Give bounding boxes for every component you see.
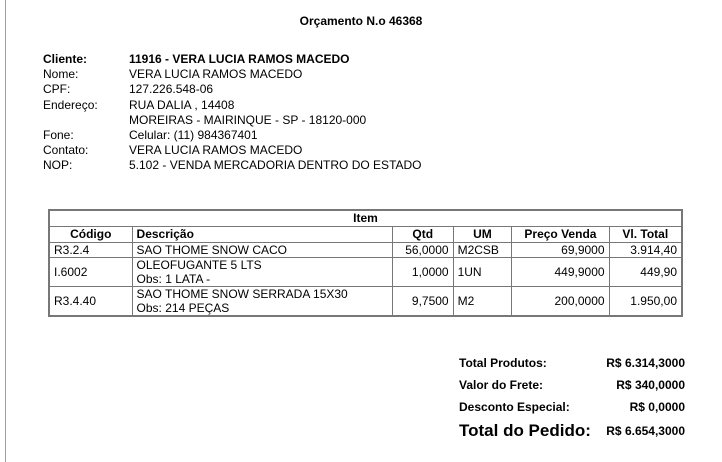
table-row [49, 243, 682, 258]
cell-um: 1UN [453, 258, 512, 287]
total-produtos-value: R$ 6.314,3000 [606, 356, 685, 370]
nome-label: Nome: [43, 67, 79, 82]
fone-value: Celular: (11) 984367401 [129, 127, 258, 142]
endereco2-label [43, 113, 129, 128]
client-row-cliente [43, 52, 422, 67]
total-pedido-row [459, 418, 685, 444]
client-label: Cliente: [43, 52, 88, 66]
cell-preco: 69,9000 [512, 243, 609, 258]
desconto-especial-value: R$ 0,0000 [629, 400, 685, 414]
cell-preco: 200,0000 [512, 287, 609, 317]
valor-frete-row [459, 374, 685, 396]
client-row-endereco [43, 98, 422, 113]
valor-frete-label: Valor do Frete: [459, 378, 544, 392]
valor-frete-value: R$ 340,0000 [616, 378, 685, 392]
nome-value: VERA LUCIA RAMOS MACEDO [129, 67, 303, 82]
client-row-cpf [43, 82, 422, 97]
item-description: SAO THOME SNOW SERRADA 15X30 [136, 287, 348, 301]
cell-qtd: 56,0000 [392, 243, 453, 258]
contato-label: Contato: [43, 143, 89, 158]
cell-total: 449,90 [609, 258, 682, 287]
totals-block [459, 352, 685, 444]
cell-descricao [132, 287, 392, 317]
cell-codigo: R3.2.4 [49, 243, 132, 258]
header-preco: Preço Venda [512, 227, 609, 243]
endereco2-value: MOREIRAS - MAIRINQUE - SP - 18120-000 [129, 112, 367, 127]
fone-label: Fone: [43, 127, 74, 142]
client-row-fone [43, 128, 422, 143]
header-descricao: Descrição [132, 227, 392, 243]
nop-value: 5.102 - VENDA MERCADORIA DENTRO DO ESTADO [129, 158, 422, 173]
page-left-border [5, 0, 6, 462]
client-value: 11916 - VERA LUCIA RAMOS MACEDO [129, 52, 350, 66]
client-row-nop [43, 158, 422, 173]
cell-total: 1.950,00 [609, 287, 682, 317]
cell-preco: 449,9000 [512, 258, 609, 287]
cell-qtd: 9,7500 [392, 287, 453, 317]
client-row-nome [43, 67, 422, 82]
cpf-label: CPF: [43, 82, 71, 97]
header-um: UM [453, 227, 512, 243]
cell-um: M2 [453, 287, 512, 317]
table-row [49, 258, 682, 287]
table-caption: Item [49, 210, 682, 227]
table-header-row [49, 227, 682, 243]
cpf-value: 127.226.548-06 [129, 82, 214, 97]
items-table [48, 209, 683, 317]
item-description: OLEOFUGANTE 5 LTS [136, 258, 262, 272]
cell-codigo: I.6002 [49, 258, 132, 287]
cell-um: M2CSB [453, 243, 512, 258]
document-title: Orçamento N.o 46368 [299, 14, 423, 28]
total-produtos-row [459, 352, 685, 374]
cell-codigo: R3.4.40 [49, 287, 132, 317]
client-row-contato [43, 143, 422, 158]
item-obs: Obs: 214 PEÇAS [136, 301, 230, 315]
item-obs: Obs: 1 LATA - [136, 272, 211, 286]
cell-descricao: SAO THOME SNOW CACO [132, 243, 392, 258]
total-produtos-label: Total Produtos: [459, 356, 547, 370]
table-caption-row [49, 210, 682, 227]
client-row-endereco-2 [43, 113, 422, 128]
total-pedido-value: R$ 6.654,3000 [606, 424, 685, 438]
total-pedido-label: Total do Pedido: [459, 421, 591, 440]
header-qtd: Qtd [392, 227, 453, 243]
client-info [43, 52, 422, 174]
contato-value: VERA LUCIA RAMOS MACEDO [129, 143, 303, 158]
cell-qtd: 1,0000 [392, 258, 453, 287]
header-total: Vl. Total [609, 227, 682, 243]
desconto-especial-row [459, 396, 685, 418]
cell-total: 3.914,40 [609, 243, 682, 258]
cell-descricao [132, 258, 392, 287]
desconto-especial-label: Desconto Especial: [459, 400, 570, 414]
endereco-label: Endereço: [43, 97, 98, 112]
header-codigo: Código [49, 227, 132, 243]
nop-label: NOP: [43, 158, 73, 173]
endereco-value: RUA DALIA , 14408 [129, 97, 235, 112]
table-row [49, 287, 682, 317]
